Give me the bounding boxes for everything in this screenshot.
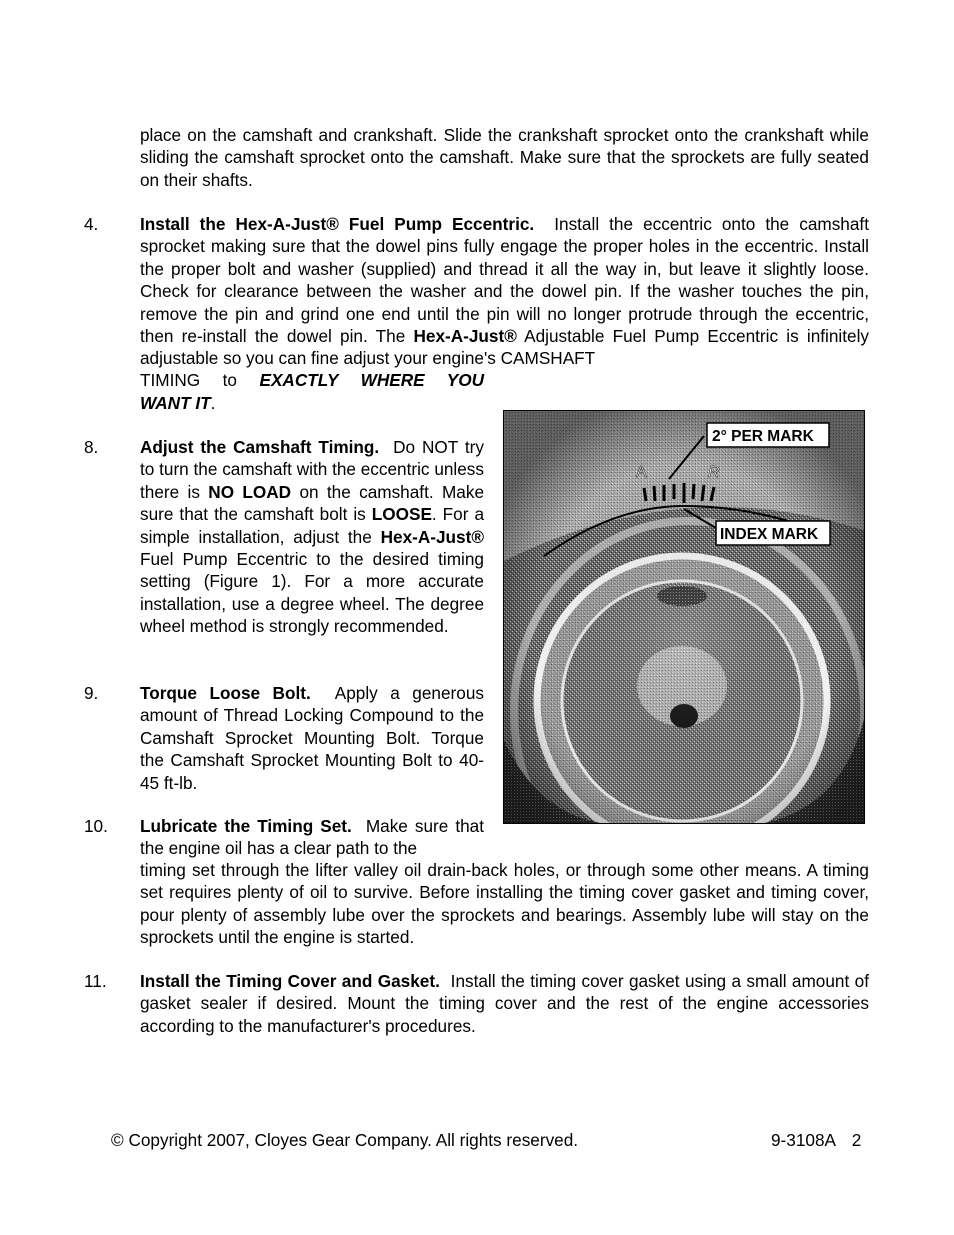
step-4-body-2: Adjustable Fuel Pump Eccentric is infinitely adjustable so you can fine adjust your engine's CAMSHAFT [140, 326, 869, 369]
retard-label: R [708, 464, 720, 481]
timing-figure-svg [504, 411, 865, 824]
step-4-number: 4. [84, 214, 99, 234]
step-11-paragraph [140, 970, 869, 1037]
step-9-heading: Torque Loose Bolt. [140, 683, 311, 703]
step-4-emphasis-2: WANT IT [140, 393, 211, 413]
step-4-paragraph [140, 213, 869, 370]
step-8-no-load: NO LOAD [208, 481, 292, 502]
step-8-number: 8. [84, 437, 99, 457]
step-10-paragraph-a [140, 815, 484, 860]
step-8-text-2: on the camshaft. Make sure that the camshaft bolt is [140, 481, 484, 525]
step-9-number: 9. [84, 683, 99, 703]
footer-doc-page: 9-3108A 2 [771, 1130, 862, 1150]
step-8-text-3: . For a simple installation, adjust the [140, 504, 484, 547]
step-8-brand: Hex-A-Just® [380, 526, 484, 547]
step-4-body-1: Install the eccentric onto the camshaft sprocket making sure that the dowel pins fully engage the proper holes in the eccentric. Install the proper bolt and washer (supplied) and thread it all the way in, but leave it slightly loose. Check for clearance between the washer and the dowel pin. If the washer touches the pin, remove the pin and grind one end until the pin will no longer protrude through the eccentric, then re-install the dowel pin. The [140, 214, 869, 347]
step-11-number: 11. [84, 971, 107, 991]
step-11-body: Install the timing cover gasket using a small amount of gasket sealer if desired. Mount the timing cover and the rest of the engine accessories according to the manufacturer's procedures. [140, 971, 869, 1036]
footer-copyright: © Copyright 2007, Cloyes Gear Company. All rights reserved. [111, 1130, 579, 1150]
step-10-heading: Lubricate the Timing Set. [140, 816, 352, 836]
step-4-timing-line [140, 369, 484, 391]
step-4-period: . [210, 393, 216, 413]
advance-label: A [636, 464, 647, 481]
step-4-heading: Install the Hex-A-Just® Fuel Pump Eccentric. [140, 214, 535, 234]
index-mark-label: INDEX MARK [720, 526, 819, 543]
intro-paragraph: place on the camshaft and crankshaft. Slide the crankshaft sprocket onto the crankshaft while sliding the camshaft sprocket onto the camshaft. Make sure that the sprockets are fully seated on their shafts. [140, 125, 869, 190]
step-8-paragraph [140, 436, 484, 638]
step-8-text-4: Fuel Pump Eccentric to the desired timing setting (Figure 1). For a more accurate installation, use a degree wheel. The degree wheel method is strongly recommended. [140, 549, 484, 637]
step-8-loose: LOOSE [371, 504, 432, 525]
step-4-want-it-line [140, 392, 484, 414]
step-4-brand: Hex-A-Just® [413, 326, 517, 347]
step-9-paragraph [140, 682, 484, 794]
step-8-heading: Adjust the Camshaft Timing. [140, 437, 380, 457]
step-11-heading: Install the Timing Cover and Gasket. [140, 971, 440, 991]
step-4-emphasis-1: EXACTLY WHERE YOU [259, 370, 485, 390]
step-10-body-a: Make sure that the engine oil has a clear path to the [140, 816, 484, 859]
step-10-body-b: timing set through the lifter valley oil drain-back holes, or through some other means. A timing set requires plenty of oil to survive. Before installing the timing cover gasket and timing cover, pour plenty of assembly lube over the sprockets and bearings. Assembly lube will stay on the sprockets until the engine is started. [140, 860, 869, 948]
timing-figure-photo [503, 410, 865, 824]
step-4-timing-to: TIMING to [140, 370, 237, 390]
step-8-text-1: Do NOT try to turn the camshaft with the eccentric unless there is [140, 437, 484, 502]
per-mark-label: 2° PER MARK [712, 428, 814, 445]
step-9-body: Apply a generous amount of Thread Locking Compound to the Camshaft Sprocket Mounting Bolt. Torque the Camshaft Sprocket Mounting Bolt to 40-45 ft-lb. [140, 683, 484, 793]
step-10-number: 10. [84, 816, 108, 836]
